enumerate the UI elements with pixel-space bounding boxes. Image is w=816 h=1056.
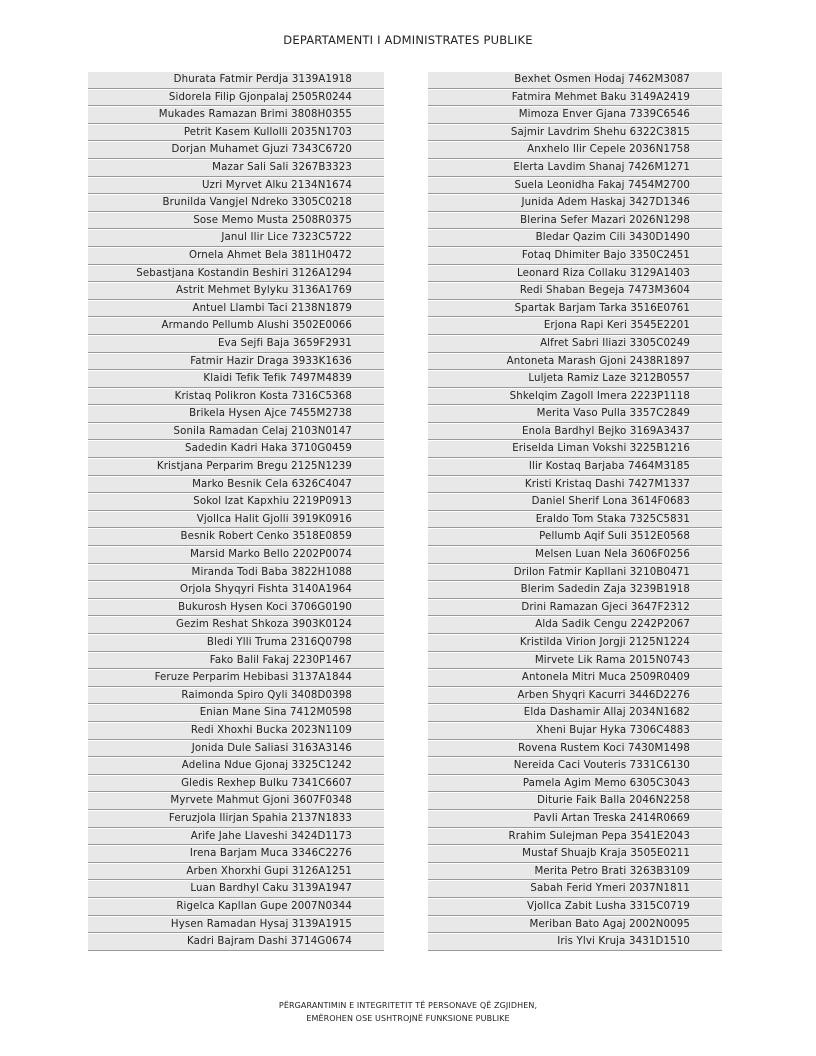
footer-line-1: PËRGARANTIMIN E INTEGRITETIT TË PERSONAVE QË ZGJIDHEN, bbox=[278, 1001, 538, 1010]
list-item: Mustaf Shuajb Kraja 3505E0211 bbox=[428, 846, 722, 863]
list-item: Marsid Marko Bello 2202P0074 bbox=[88, 547, 384, 564]
list-item: Xheni Bujar Hyka 7306C4883 bbox=[428, 723, 722, 740]
list-item: Blerina Sefer Mazari 2026N1298 bbox=[428, 213, 722, 230]
list-item: Arben Shyqri Kacurri 3446D2276 bbox=[428, 688, 722, 705]
list-item: Miranda Todi Baba 3822H1088 bbox=[88, 565, 384, 582]
list-item: Sonila Ramadan Celaj 2103N0147 bbox=[88, 424, 384, 441]
list-item: Antonela Mitri Muca 2509R0409 bbox=[428, 670, 722, 687]
list-item: Redi Shaban Begeja 7473M3604 bbox=[428, 283, 722, 300]
list-item: Eriselda Liman Vokshi 3225B1216 bbox=[428, 441, 722, 458]
list-item: Arben Xhorxhi Gupi 3126A1251 bbox=[88, 864, 384, 881]
list-item: Marko Besnik Cela 6326C4047 bbox=[88, 477, 384, 494]
list-item: Raimonda Spiro Qyli 3408D0398 bbox=[88, 688, 384, 705]
list-item: Bexhet Osmen Hodaj 7462M3087 bbox=[428, 72, 722, 89]
footer bbox=[0, 999, 816, 1025]
list-item: Vjollca Zabit Lusha 3315C0719 bbox=[428, 899, 722, 916]
list-item: Eraldo Tom Staka 7325C5831 bbox=[428, 512, 722, 529]
list-item: Fatmira Mehmet Baku 3149A2419 bbox=[428, 90, 722, 107]
list-item: Fako Balil Fakaj 2230P1467 bbox=[88, 653, 384, 670]
list-item: Nereida Caci Vouteris 7331C6130 bbox=[428, 758, 722, 775]
list-item: Dorjan Muhamet Gjuzi 7343C6720 bbox=[88, 142, 384, 159]
list-item: Sajmir Lavdrim Shehu 6322C3815 bbox=[428, 125, 722, 142]
list-item: Sokol Izat Kapxhiu 2219P0913 bbox=[88, 494, 384, 511]
list-item: Junida Adem Haskaj 3427D1346 bbox=[428, 195, 722, 212]
list-item: Kristjana Perparim Bregu 2125N1239 bbox=[88, 459, 384, 476]
list-item: Sebastjana Kostandin Beshiri 3126A1294 bbox=[88, 266, 384, 283]
list-item: Enian Mane Sina 7412M0598 bbox=[88, 705, 384, 722]
list-item: Drilon Fatmir Kapllani 3210B0471 bbox=[428, 565, 722, 582]
list-item: Astrit Mehmet Bylyku 3136A1769 bbox=[88, 283, 384, 300]
list-item: Alfret Sabri Iliazi 3305C0249 bbox=[428, 336, 722, 353]
list-item: Shkelqim Zagoll Imera 2223P1118 bbox=[428, 389, 722, 406]
list-item: Myrvete Mahmut Gjoni 3607F0348 bbox=[88, 793, 384, 810]
list-item: Rrahim Sulejman Pepa 3541E2043 bbox=[428, 829, 722, 846]
list-item: Dhurata Fatmir Perdja 3139A1918 bbox=[88, 72, 384, 89]
footer-line-2: EMËROHEN OSE USHTROJNË FUNKSIONE PUBLIKE bbox=[306, 1014, 510, 1023]
list-item: Kadri Bajram Dashi 3714G0674 bbox=[88, 934, 384, 951]
list-item: Mukades Ramazan Brimi 3808H0355 bbox=[88, 107, 384, 124]
list-item: Antoneta Marash Gjoni 2438R1897 bbox=[428, 354, 722, 371]
list-item: Daniel Sherif Lona 3614F0683 bbox=[428, 494, 722, 511]
list-item: Kristilda Virion Jorgji 2125N1224 bbox=[428, 635, 722, 652]
list-item: Gezim Reshat Shkoza 3903K0124 bbox=[88, 617, 384, 634]
list-item: Spartak Barjam Tarka 3516E0761 bbox=[428, 301, 722, 318]
list-item: Meriban Bato Agaj 2002N0095 bbox=[428, 917, 722, 934]
list-item: Uzri Myrvet Alku 2134N1674 bbox=[88, 178, 384, 195]
list-item: Klaidi Tefik Tefik 7497M4839 bbox=[88, 371, 384, 388]
list-item: Sabah Ferid Ymeri 2037N1811 bbox=[428, 881, 722, 898]
list-item: Blerim Sadedin Zaja 3239B1918 bbox=[428, 582, 722, 599]
list-item: Pellumb Aqif Suli 3512E0568 bbox=[428, 529, 722, 546]
list-item: Arife Jahe Llaveshi 3424D1173 bbox=[88, 829, 384, 846]
list-item: Erjona Rapi Keri 3545E2201 bbox=[428, 318, 722, 335]
list-item: Jonida Dule Saliasi 3163A3146 bbox=[88, 741, 384, 758]
list-item: Feruzjola Ilirjan Spahia 2137N1833 bbox=[88, 811, 384, 828]
list-item: Sadedin Kadri Haka 3710G0459 bbox=[88, 441, 384, 458]
list-item: Vjollca Halit Gjolli 3919K0916 bbox=[88, 512, 384, 529]
list-item: Mirvete Lik Rama 2015N0743 bbox=[428, 653, 722, 670]
list-item: Janul Ilir Lice 7323C5722 bbox=[88, 230, 384, 247]
list-item: Brunilda Vangjel Ndreko 3305C0218 bbox=[88, 195, 384, 212]
list-item: Luljeta Ramiz Laze 3212B0557 bbox=[428, 371, 722, 388]
list-item: Mimoza Enver Gjana 7339C6546 bbox=[428, 107, 722, 124]
list-item: Bledar Qazim Cili 3430D1490 bbox=[428, 230, 722, 247]
list-item: Feruze Perparim Hebibasi 3137A1844 bbox=[88, 670, 384, 687]
list-item: Mazar Sali Sali 3267B3323 bbox=[88, 160, 384, 177]
list-item: Melsen Luan Nela 3606F0256 bbox=[428, 547, 722, 564]
list-item: Eva Sejfi Baja 3659F2931 bbox=[88, 336, 384, 353]
right-name-list bbox=[428, 72, 722, 952]
list-item: Rovena Rustem Koci 7430M1498 bbox=[428, 741, 722, 758]
list-item: Pamela Agim Memo 6305C3043 bbox=[428, 776, 722, 793]
list-item: Drini Ramazan Gjeci 3647F2312 bbox=[428, 600, 722, 617]
list-item: Besnik Robert Cenko 3518E0859 bbox=[88, 529, 384, 546]
list-item: Gledis Rexhep Bulku 7341C6607 bbox=[88, 776, 384, 793]
list-item: Ornela Ahmet Bela 3811H0472 bbox=[88, 248, 384, 265]
list-item: Diturie Faik Balla 2046N2258 bbox=[428, 793, 722, 810]
list-item: Leonard Riza Collaku 3129A1403 bbox=[428, 266, 722, 283]
list-item: Redi Xhoxhi Bucka 2023N1109 bbox=[88, 723, 384, 740]
list-item: Kristaq Polikron Kosta 7316C5368 bbox=[88, 389, 384, 406]
list-item: Sose Memo Musta 2508R0375 bbox=[88, 213, 384, 230]
list-item: Elerta Lavdim Shanaj 7426M1271 bbox=[428, 160, 722, 177]
list-item: Iris Ylvi Kruja 3431D1510 bbox=[428, 934, 722, 951]
list-item: Merita Petro Brati 3263B3109 bbox=[428, 864, 722, 881]
list-item: Armando Pellumb Alushi 3502E0066 bbox=[88, 318, 384, 335]
list-item: Rigelca Kapllan Gupe 2007N0344 bbox=[88, 899, 384, 916]
list-item: Adelina Ndue Gjonaj 3325C1242 bbox=[88, 758, 384, 775]
list-item: Ilir Kostaq Barjaba 7464M3185 bbox=[428, 459, 722, 476]
list-item: Antuel Llambi Taci 2138N1879 bbox=[88, 301, 384, 318]
list-item: Brikela Hysen Ajce 7455M2738 bbox=[88, 406, 384, 423]
page-title: DEPARTAMENTI I ADMINISTRATES PUBLIKE bbox=[283, 33, 533, 47]
list-item: Suela Leonidha Fakaj 7454M2700 bbox=[428, 178, 722, 195]
list-item: Hysen Ramadan Hysaj 3139A1915 bbox=[88, 917, 384, 934]
list-item: Petrit Kasem Kullolli 2035N1703 bbox=[88, 125, 384, 142]
list-item: Alda Sadik Cengu 2242P2067 bbox=[428, 617, 722, 634]
list-item: Fatmir Hazir Draga 3933K1636 bbox=[88, 354, 384, 371]
list-item: Luan Bardhyl Caku 3139A1947 bbox=[88, 881, 384, 898]
list-item: Enola Bardhyl Bejko 3169A3437 bbox=[428, 424, 722, 441]
list-item: Kristi Kristaq Dashi 7427M1337 bbox=[428, 477, 722, 494]
list-item: Fotaq Dhimiter Bajo 3350C2451 bbox=[428, 248, 722, 265]
list-item: Merita Vaso Pulla 3357C2849 bbox=[428, 406, 722, 423]
list-item: Bledi Ylli Truma 2316Q0798 bbox=[88, 635, 384, 652]
list-item: Elda Dashamir Allaj 2034N1682 bbox=[428, 705, 722, 722]
list-item: Anxhelo Ilir Cepele 2036N1758 bbox=[428, 142, 722, 159]
left-name-list bbox=[88, 72, 384, 952]
list-item: Pavli Artan Treska 2414R0669 bbox=[428, 811, 722, 828]
list-item: Orjola Shyqyri Fishta 3140A1964 bbox=[88, 582, 384, 599]
list-item: Sidorela Filip Gjonpalaj 2505R0244 bbox=[88, 90, 384, 107]
list-item: Bukurosh Hysen Koci 3706G0190 bbox=[88, 600, 384, 617]
list-item: Irena Barjam Muca 3346C2276 bbox=[88, 846, 384, 863]
